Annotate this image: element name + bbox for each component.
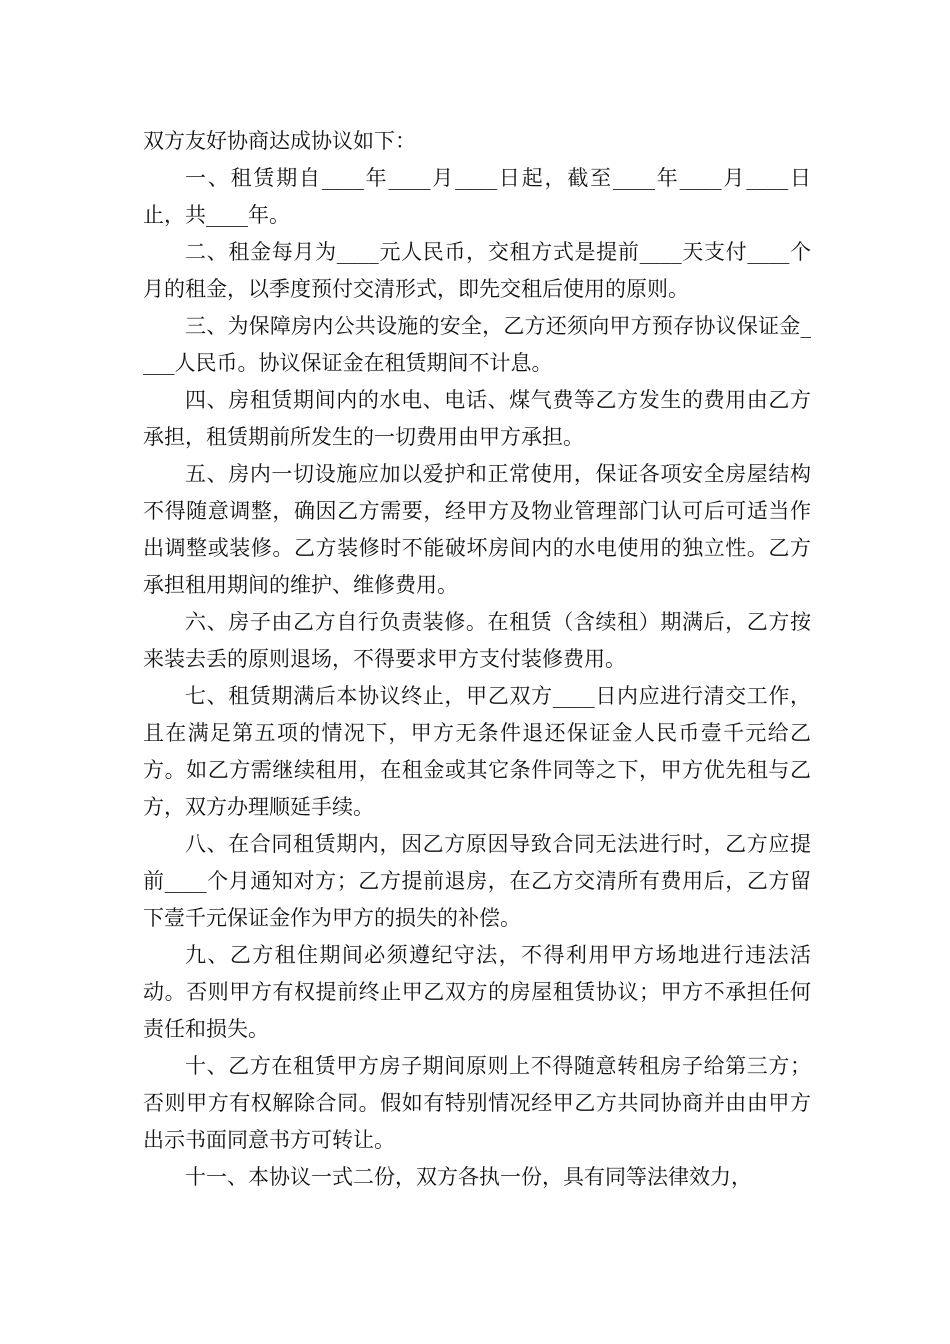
clause-2: 二、租金每月为____元人民币，交租方式是提前____天支付____个月的租金，以季度预付交清形式，即先交租后使用的原则。 <box>143 240 811 301</box>
clause-9: 九、乙方租住期间必须遵纪守法，不得利用甲方场地进行违法活动。否则甲方有权提前终止甲乙双方的房屋租赁协议；甲方不承担任何责任和损失。 <box>143 943 811 1041</box>
clause-8: 八、在合同租赁期内，因乙方原因导致合同无法进行时，乙方应提前____个月通知对方；乙方提前退房，在乙方交清所有费用后，乙方留下壹千元保证金作为甲方的损失的补偿。 <box>143 832 811 930</box>
clause-6: 六、房子由乙方自行负责装修。在租赁（含续租）期满后，乙方按来装去丢的原则退场，不得要求甲方支付装修费用。 <box>143 610 811 671</box>
clause-10: 十、乙方在租赁甲方房子期间原则上不得随意转租房子给第三方；否则甲方有权解除合同。假如有特别情况经甲乙方共同协商并由由甲方出示书面同意书方可转让。 <box>143 1054 811 1152</box>
clause-11: 十一、本协议一式二份，双方各执一份，具有同等法律效力， <box>185 1165 752 1189</box>
clause-5: 五、房内一切设施应加以爱护和正常使用，保证各项安全房屋结构不得随意调整，确因乙方需要，经甲方及物业管理部门认可后可适当作出调整或装修。乙方装修时不能破坏房间内的水电使用的独立性。乙方承担租用期间的维护、维修费用。 <box>143 462 811 597</box>
clause-4: 四、房租赁期间内的水电、电话、煤气费等乙方发生的费用由乙方承担，租赁期前所发生的一切费用由甲方承担。 <box>143 388 811 449</box>
document-body <box>143 123 811 1196</box>
intro-paragraph: 双方友好协商达成协议如下： <box>143 129 416 153</box>
clause-1: 一、租赁期自____年____月____日起，截至____年____月____日止，共____年。 <box>143 166 811 227</box>
clause-3: 三、为保障房内公共设施的安全，乙方还须向甲方预存协议保证金____人民币。协议保证金在租赁期间不计息。 <box>143 314 811 375</box>
clause-7: 七、租赁期满后本协议终止，甲乙双方____日内应进行清交工作，且在满足第五项的情况下，甲方无条件退还保证金人民币壹千元给乙方。如乙方需继续租用，在租金或其它条件同等之下，甲方优先租与乙方，双方办理顺延手续。 <box>143 684 811 819</box>
